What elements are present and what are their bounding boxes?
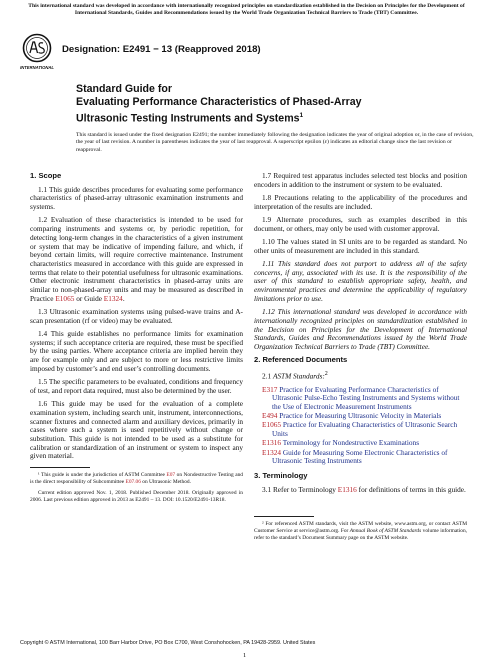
para-1-2: [30, 216, 243, 303]
svg-text:INTERNATIONAL: INTERNATIONAL: [20, 65, 54, 70]
footnote-divider: [254, 516, 314, 517]
para-1-9: 1.9 Alternate procedures, such as examples described in this document, or others, may only be used with customer approval.: [254, 215, 467, 233]
para-1-11: 1.11 This standard does not purport to address all of the safety concerns, if any, associated with its use. It is the responsibility of the user of this standard to establish appropriate safety, health, and environmental practices and determine the applicability of regulatory limitations prior to use.: [254, 259, 467, 303]
para-1-2-end: .: [122, 293, 125, 303]
para-3-1-a: 3.1 Refer to Terminology: [262, 484, 338, 494]
list-item[interactable]: [254, 421, 467, 438]
referenced-standards-list: [254, 386, 467, 466]
para-1-7: 1.7 Required test apparatus includes selected test blocks and position encoders in addition to the instrument or system to be evaluated.: [254, 171, 467, 189]
para-2-1-num: 2.1: [262, 371, 273, 381]
footnote-2: [254, 521, 467, 541]
footnote-divider: [30, 467, 90, 468]
ref-title[interactable]: Terminology for Nondestructive Examinations: [281, 438, 420, 448]
ref-code[interactable]: E317: [262, 384, 278, 394]
ref-link-e1324[interactable]: E1324: [103, 293, 123, 303]
para-3-1-b: for definitions of terms in this guide.: [356, 484, 466, 494]
title-line-3-text: Ultrasonic Testing Instruments and Systems: [76, 112, 300, 125]
terminology-heading: 3. Terminology: [254, 470, 308, 480]
ref-code[interactable]: E1316: [262, 438, 282, 448]
list-item[interactable]: [254, 449, 467, 466]
footnote-1-c: on Ultrasonic Method.: [140, 478, 191, 485]
right-column: [254, 172, 467, 546]
para-1-2-text: 1.2 Evaluation of these characteristics is intended to be used for comparing instruments and systems or, by periodic repetition, for detecting long-term changes in the characteristics of a given instrument or system that may be indicative of impending failure, and which, if beyond certain limits, will require corrective maintenance. Instrument characteristics measured in accordance with this guide are expressed in terms that relate to their potential usefulness for ultrasonic examinations. Other electronic instrument characteristics in phased-array units are similar to non-phased-array units and may be measured as described in Practice: [30, 215, 243, 303]
ref-title[interactable]: Guide for Measuring Some Electronic Characteristics of Ultrasonic Testing Instruments: [272, 447, 448, 466]
referenced-documents-heading: 2. Referenced Documents: [254, 355, 348, 365]
designation: Designation: E2491 − 13 (Reapproved 2018): [62, 44, 261, 55]
copyright-line: Copyright © ASTM International, 100 Barr Harbor Drive, PO Box C700, West Conshohocken, PA 19428-2959. United States: [20, 640, 316, 646]
footnote-1-a: ¹ This guide is under the jurisdiction of ASTM Committee: [38, 472, 167, 479]
ref-code[interactable]: E1065: [262, 420, 282, 430]
ref-title[interactable]: Practice for Evaluating Characteristics of Ultrasonic Search Units: [272, 420, 458, 439]
para-1-10: 1.10 The values stated in SI units are to be regarded as standard. No other units of measurement are included in this standard.: [254, 237, 467, 255]
ref-link-e1065[interactable]: E1065: [55, 293, 75, 303]
para-1-1: 1.1 This guide describes procedures for evaluating some performance characteristics of phased-array ultrasonic examination instruments and systems.: [30, 184, 243, 212]
para-2-1: [254, 370, 467, 381]
para-1-3: 1.3 Ultrasonic examination systems using pulsed-wave trains and A-scan presentation (rf or video) may be evaluated.: [30, 307, 243, 325]
title-block: [76, 83, 456, 126]
ref-code[interactable]: E1324: [262, 447, 282, 457]
para-1-2-mid: or Guide: [74, 293, 104, 303]
ref-link-e1316[interactable]: E1316: [337, 484, 357, 494]
para-1-8: 1.8 Precautions relating to the applicability of the procedures and interpretation of the results are included.: [254, 193, 467, 211]
title-line-2: Evaluating Performance Characteristics of Phased-Array: [76, 96, 362, 108]
title-footnote-mark: 1: [299, 112, 304, 119]
ref-title[interactable]: Practice for Measuring Ultrasonic Velocity in Materials: [277, 411, 442, 421]
para-1-12: 1.12 This international standard was developed in accordance with internationally recognized principles on standardization established in the Decision on Principles for the Development of International Standards, Guides and Recommendations issued by the World Trade Organization Technical Barriers to Trade (TBT) Committee.: [254, 307, 467, 351]
left-column: [30, 172, 243, 508]
footnote-1-b: on Nondestructive Testing and is the direct responsibility of Subcommittee: [30, 472, 243, 485]
title-line-3: [76, 109, 456, 126]
ref-link-e07-06[interactable]: E07.06: [125, 478, 141, 485]
ref-code[interactable]: E494: [262, 411, 278, 421]
para-3-1: [254, 486, 467, 495]
footnote-2-italic: Annual Book of ASTM Standards: [349, 528, 422, 535]
para-1-5: 1.5 The specific parameters to be evaluated, conditions and frequency of test, and report data required, must also be determined by the user.: [30, 377, 243, 395]
para-1-6: 1.6 This guide may be used for the evaluation of a complete examination system, including search unit, instrument, interconnections, scanner fixtures and connected alarm and auxiliary devices, primarily in cases where such a system is used repetitively without change or substitution. This guide is not intended to be used as a substitute for calibration or standardization of an instrument or system to inspect any given material.: [30, 399, 243, 461]
title-line-1: Standard Guide for: [76, 83, 172, 95]
footnote-1: [30, 472, 243, 486]
international-standard-notice: This international standard was developed in accordance with internationally recognized principles on standardization established in the Decision on Principles for the Development of International Standards, Guides and Recommendations issued by the World Trade Organization Technical Barriers to Trade (TBT) Committee.: [28, 3, 465, 16]
ref-link-e07[interactable]: E07: [166, 472, 176, 479]
footnote-2-a: ² For referenced ASTM standards, visit the ASTM website, www.astm.org, or contact ASTM Customer Service at service@astm.org. For: [254, 521, 467, 535]
page-number: 1: [243, 652, 247, 659]
footnote-1-edition: Current edition approved Nov. 1, 2018. Published December 2018. Originally approved in 2006. Last previous edition approved in 2013 as E2491 – 13. DOI: 10.1520/E2491-13R18.: [30, 490, 243, 504]
astm-standards-label: ASTM Standards:: [272, 371, 325, 381]
ref-title[interactable]: Practice for Evaluating Performance Characteristics of Ultrasonic Pulse-Echo Testing Instruments and Systems without the Use of Electronic Measurement Instruments: [272, 384, 460, 412]
footnote-2-mark: 2: [324, 370, 328, 377]
footnote-2-b: volume information, refer to the standard’s Document Summary page on the ASTM website.: [254, 528, 467, 541]
para-1-4: 1.4 This guide establishes no performance limits for examination systems; if such acceptance criteria are required, these must be specified by the using parties. Where acceptance criteria are implied herein they are for example only and are subject to more or less restrictive limits imposed by customer’s and end user’s controlling documents.: [30, 329, 243, 373]
issued-note: This standard is issued under the fixed designation E2491; the number immediately following the designation indicates the year of original adoption or, in the case of revision, the year of last revision. A number in parentheses indicates the year of last reapproval. A superscript epsilon (ε) indicates an editorial change since the last revision or reapproval.: [76, 132, 474, 153]
scope-heading: 1. Scope: [30, 171, 62, 180]
astm-logo-icon: [22, 33, 52, 71]
list-item[interactable]: [254, 386, 467, 412]
